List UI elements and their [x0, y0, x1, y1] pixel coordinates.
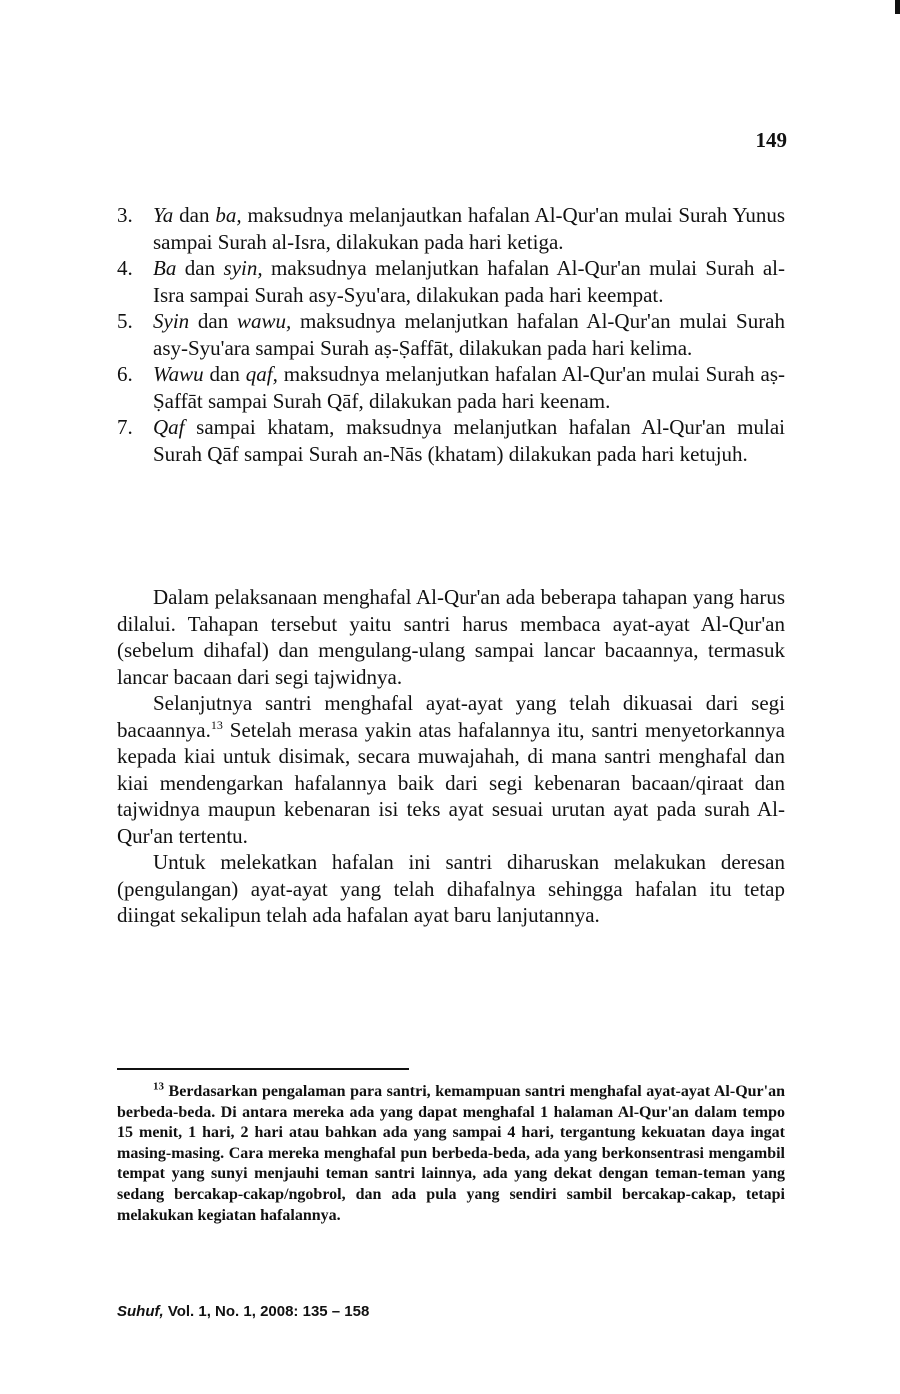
footnote-text: Berdasarkan pengalaman para santri, kemampuan santri menghafal ayat-ayat Al-Qur'an berbeda-beda. Di antara mereka ada yang dapat menghafal 1 halaman Al-Qur'an dalam tempo 15 menit, 1 hari, 2 hari atau bahkan ada yang sampai 4 hari, tergantung kekuatan daya ingat masing-masing. Cara mereka menghafal pun berbeda-beda, ada yang berkonsentrasi mengambil tempat yang sunyi menjauhi teman santri lainnya, ada yang dekat dengan teman-teman yang sedang bercakap-cakap/ngobrol, dan ada pula yang sendiri sambil bercakap-cakap, tetapi melakukan kegiatan hafalannya. — [117, 1083, 785, 1224]
list-item-text — [153, 414, 785, 467]
journal-name: Suhuf, — [117, 1303, 164, 1320]
paragraph: Dalam pelaksanaan menghafal Al-Qur'an ada beberapa tahapan yang harus dilalui. Tahapan tersebut yaitu santri harus membaca ayat-ayat Al-Qur'an (sebelum dihafal) dan mengulang-ulang sampai lancar bacaannya, termasuk lancar bacaan dari segi tajwidnya. — [117, 585, 785, 689]
footnote — [117, 1082, 785, 1226]
connector: dan — [203, 362, 246, 386]
connector: dan — [189, 309, 238, 333]
list-item-number: 3. — [117, 203, 133, 227]
list-item-rest: sampai khatam, maksudnya melanjutkan hafalan Al-Qur'an mulai Surah Qāf sampai Surah an-Nās (khatam) dilakukan pada hari ketujuh. — [153, 415, 785, 466]
list-item-text — [153, 361, 785, 414]
body-text — [117, 584, 785, 929]
connector: dan — [176, 256, 224, 280]
scan-corner-mark — [895, 0, 900, 14]
list-item-text — [153, 202, 785, 255]
term-2: wawu, — [237, 309, 292, 333]
list-item-number: 6. — [117, 362, 133, 386]
paragraph-text: Setelah merasa yakin atas hafalannya itu, santri menyetorkannya kepada kiai untuk disimak, secara muwajahah, di mana santri menghafal dan kiai mendengarkan hafalannya baik dari segi kebenaran bacaan/qiraat dan tajwidnya maupun kebenaran isi teks ayat sesuai urutan ayat pada surah Al-Qur'an tertentu. — [117, 717, 785, 848]
page-number: 149 — [755, 128, 787, 152]
connector: dan — [173, 203, 216, 227]
list-item-number: 5. — [117, 309, 133, 333]
footnote-mark: 13 — [153, 1080, 164, 1093]
list-item-rest: maksudnya melanjautkan hafalan Al-Qur'an mulai Surah Yunus sampai Surah al-Isra, dilakukan pada hari ketiga. — [153, 203, 785, 254]
term-2: qaf, — [245, 362, 278, 386]
list-item-text — [153, 255, 785, 308]
list-item — [117, 202, 785, 255]
list-item — [117, 308, 785, 361]
list-item — [117, 414, 785, 467]
term-2: syin, — [223, 256, 263, 280]
list-item-number: 4. — [117, 256, 133, 280]
paragraph: Untuk melekatkan hafalan ini santri diharuskan melakukan deresan (pengulangan) ayat-ayat yang telah dihafalnya sehingga hafalan itu tetap diingat sekalipun telah ada hafalan ayat baru lanjutannya. — [117, 850, 785, 927]
page-footer — [117, 1303, 369, 1320]
numbered-list — [117, 202, 785, 467]
term-1: Ba — [153, 256, 177, 280]
list-item-rest: maksudnya melanjutkan hafalan Al-Qur'an mulai Surah asy-Syu'ara sampai Surah aṣ-Ṣaffāt, dilakukan pada hari kelima. — [153, 309, 786, 360]
term-1: Wawu — [153, 362, 204, 386]
term-1: Qaf — [153, 415, 185, 439]
list-item-number: 7. — [117, 415, 133, 439]
list-item-rest: maksudnya melanjutkan hafalan Al-Qur'an mulai Surah aṣ-Ṣaffāt sampai Surah Qāf, dilakukan pada hari keenam. — [153, 362, 786, 413]
list-item — [117, 361, 785, 414]
paragraph-text: Selanjutnya santri menghafal ayat-ayat yang telah dikuasai dari segi bacaannya. — [117, 691, 785, 742]
footnote-divider — [117, 1068, 409, 1070]
list-item-text — [153, 308, 785, 361]
term-1: Ya — [153, 203, 174, 227]
term-2: ba, — [215, 203, 242, 227]
list-item-rest: maksudnya melanjutkan hafalan Al-Qur'an mulai Surah al-Isra sampai Surah asy-Syu'ara, dilakukan pada hari keempat. — [153, 256, 785, 307]
paragraph — [117, 690, 785, 849]
list-item — [117, 255, 785, 308]
term-1: Syin — [153, 309, 190, 333]
citation: Vol. 1, No. 1, 2008: 135 – 158 — [163, 1303, 370, 1320]
footnote-reference: 13 — [210, 717, 223, 732]
